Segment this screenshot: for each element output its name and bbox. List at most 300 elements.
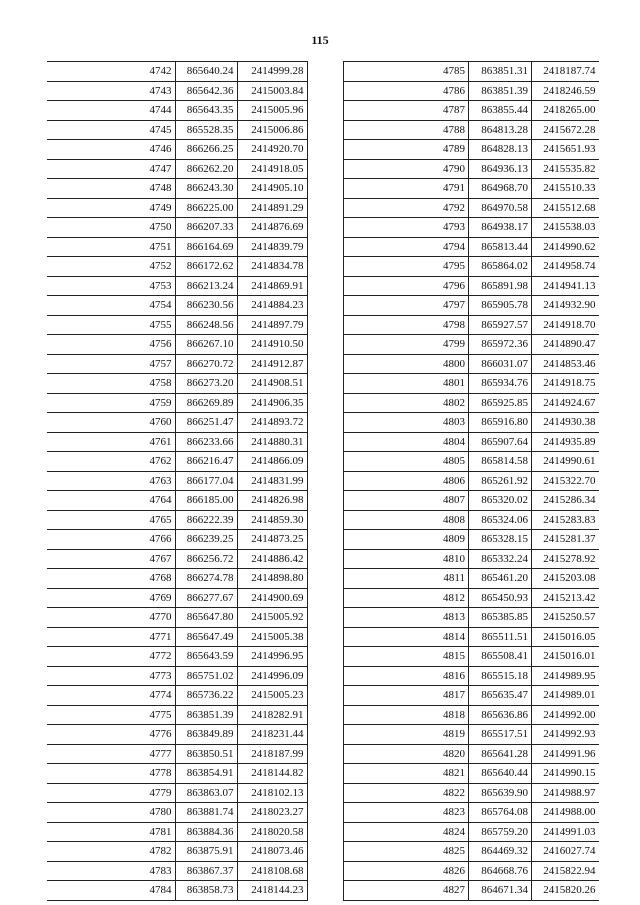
x-coordinate: 865641.28 — [469, 744, 532, 764]
coordinates-table-left — [47, 61, 308, 901]
x-coordinate: 863851.39 — [175, 705, 237, 725]
y-coordinate: 2415822.94 — [532, 861, 599, 881]
x-coordinate: 864668.76 — [469, 861, 532, 881]
y-coordinate: 2415016.05 — [532, 627, 599, 647]
point-number: 4757 — [47, 354, 175, 374]
point-number: 4813 — [344, 608, 469, 628]
point-number: 4780 — [47, 803, 175, 823]
point-number: 4806 — [344, 471, 469, 491]
x-coordinate: 865764.08 — [469, 803, 532, 823]
table-row — [47, 491, 307, 511]
point-number: 4751 — [47, 237, 175, 257]
point-number: 4753 — [47, 276, 175, 296]
y-coordinate: 2415213.42 — [532, 588, 599, 608]
x-coordinate: 865517.51 — [469, 725, 532, 745]
table-row — [47, 608, 307, 628]
y-coordinate: 2414906.35 — [237, 393, 307, 413]
table-row — [47, 120, 307, 140]
table-row — [344, 705, 599, 725]
x-coordinate: 865640.44 — [469, 764, 532, 784]
table-row — [344, 452, 599, 472]
x-coordinate: 865508.41 — [469, 647, 532, 667]
x-coordinate: 866172.62 — [175, 257, 237, 277]
y-coordinate: 2414990.15 — [532, 764, 599, 784]
y-coordinate: 2414990.62 — [532, 237, 599, 257]
y-coordinate: 2414992.00 — [532, 705, 599, 725]
point-number: 4815 — [344, 647, 469, 667]
point-number: 4818 — [344, 705, 469, 725]
x-coordinate: 866270.72 — [175, 354, 237, 374]
table-row — [47, 237, 307, 257]
y-coordinate: 2414826.98 — [237, 491, 307, 511]
x-coordinate: 865916.80 — [469, 413, 532, 433]
table-row — [344, 296, 599, 316]
x-coordinate: 863855.44 — [469, 101, 532, 121]
y-coordinate: 2418265.00 — [532, 101, 599, 121]
table-row — [47, 374, 307, 394]
x-coordinate: 863858.73 — [175, 881, 237, 901]
x-coordinate: 865328.15 — [469, 530, 532, 550]
table-row — [47, 315, 307, 335]
table-row — [344, 822, 599, 842]
y-coordinate: 2415005.23 — [237, 686, 307, 706]
y-coordinate: 2414853.46 — [532, 354, 599, 374]
table-row — [344, 354, 599, 374]
table-row — [47, 354, 307, 374]
y-coordinate: 2414890.47 — [532, 335, 599, 355]
y-coordinate: 2415005.38 — [237, 627, 307, 647]
point-number: 4758 — [47, 374, 175, 394]
x-coordinate: 865907.64 — [469, 432, 532, 452]
point-number: 4742 — [47, 62, 175, 82]
point-number: 4797 — [344, 296, 469, 316]
y-coordinate: 2415016.01 — [532, 647, 599, 667]
x-coordinate: 866243.30 — [175, 179, 237, 199]
x-coordinate: 865528.35 — [175, 120, 237, 140]
table-row — [344, 549, 599, 569]
point-number: 4755 — [47, 315, 175, 335]
point-number: 4820 — [344, 744, 469, 764]
y-coordinate: 2414932.90 — [532, 296, 599, 316]
x-coordinate: 865643.59 — [175, 647, 237, 667]
table-row — [47, 198, 307, 218]
table-row — [47, 218, 307, 238]
y-coordinate: 2414893.72 — [237, 413, 307, 433]
point-number: 4826 — [344, 861, 469, 881]
point-number: 4770 — [47, 608, 175, 628]
point-number: 4816 — [344, 666, 469, 686]
table-row — [47, 413, 307, 433]
x-coordinate: 866164.69 — [175, 237, 237, 257]
table-row — [47, 530, 307, 550]
x-coordinate: 865261.92 — [469, 471, 532, 491]
y-coordinate: 2414991.03 — [532, 822, 599, 842]
point-number: 4798 — [344, 315, 469, 335]
y-coordinate: 2415651.93 — [532, 140, 599, 160]
y-coordinate: 2415283.83 — [532, 510, 599, 530]
point-number: 4764 — [47, 491, 175, 511]
y-coordinate: 2414891.29 — [237, 198, 307, 218]
y-coordinate: 2414930.38 — [532, 413, 599, 433]
y-coordinate: 2415286.34 — [532, 491, 599, 511]
point-number: 4760 — [47, 413, 175, 433]
coordinates-table-right — [343, 61, 599, 901]
x-coordinate: 863881.74 — [175, 803, 237, 823]
y-coordinate: 2416027.74 — [532, 842, 599, 862]
x-coordinate: 863854.91 — [175, 764, 237, 784]
table-row — [344, 666, 599, 686]
x-coordinate: 865461.20 — [469, 569, 532, 589]
y-coordinate: 2414988.00 — [532, 803, 599, 823]
point-number: 4803 — [344, 413, 469, 433]
point-number: 4789 — [344, 140, 469, 160]
point-number: 4814 — [344, 627, 469, 647]
point-number: 4794 — [344, 237, 469, 257]
point-number: 4762 — [47, 452, 175, 472]
x-coordinate: 866248.56 — [175, 315, 237, 335]
x-coordinate: 865324.06 — [469, 510, 532, 530]
point-number: 4776 — [47, 725, 175, 745]
table-row — [344, 140, 599, 160]
table-row — [344, 471, 599, 491]
x-coordinate: 864936.13 — [469, 159, 532, 179]
table-row — [344, 627, 599, 647]
y-coordinate: 2414900.69 — [237, 588, 307, 608]
table-row — [344, 393, 599, 413]
point-number: 4786 — [344, 81, 469, 101]
point-number: 4759 — [47, 393, 175, 413]
point-number: 4777 — [47, 744, 175, 764]
table-row — [47, 452, 307, 472]
point-number: 4766 — [47, 530, 175, 550]
table-row — [47, 140, 307, 160]
table-row — [47, 744, 307, 764]
point-number: 4796 — [344, 276, 469, 296]
point-number: 4807 — [344, 491, 469, 511]
x-coordinate: 863851.39 — [469, 81, 532, 101]
table-row — [47, 822, 307, 842]
y-coordinate: 2418231.44 — [237, 725, 307, 745]
x-coordinate: 865813.44 — [469, 237, 532, 257]
x-coordinate: 863851.31 — [469, 62, 532, 82]
point-number: 4752 — [47, 257, 175, 277]
table-row — [47, 276, 307, 296]
y-coordinate: 2418187.74 — [532, 62, 599, 82]
x-coordinate: 864968.70 — [469, 179, 532, 199]
y-coordinate: 2414866.09 — [237, 452, 307, 472]
point-number: 4822 — [344, 783, 469, 803]
x-coordinate: 866207.33 — [175, 218, 237, 238]
point-number: 4745 — [47, 120, 175, 140]
point-number: 4754 — [47, 296, 175, 316]
y-coordinate: 2415322.70 — [532, 471, 599, 491]
table-row — [344, 276, 599, 296]
y-coordinate: 2415820.26 — [532, 881, 599, 901]
table-row — [344, 374, 599, 394]
table-row — [344, 764, 599, 784]
point-number: 4765 — [47, 510, 175, 530]
table-row — [344, 159, 599, 179]
y-coordinate: 2414918.05 — [237, 159, 307, 179]
y-coordinate: 2414935.89 — [532, 432, 599, 452]
table-row — [47, 842, 307, 862]
point-number: 4808 — [344, 510, 469, 530]
table-row — [344, 783, 599, 803]
y-coordinate: 2415203.08 — [532, 569, 599, 589]
y-coordinate: 2415250.57 — [532, 608, 599, 628]
point-number: 4763 — [47, 471, 175, 491]
table-row — [344, 237, 599, 257]
table-row — [344, 101, 599, 121]
y-coordinate: 2414910.50 — [237, 335, 307, 355]
point-number: 4825 — [344, 842, 469, 862]
x-coordinate: 863850.51 — [175, 744, 237, 764]
x-coordinate: 865736.22 — [175, 686, 237, 706]
table-row — [344, 588, 599, 608]
point-number: 4817 — [344, 686, 469, 706]
point-number: 4769 — [47, 588, 175, 608]
x-coordinate: 865332.24 — [469, 549, 532, 569]
table-row — [47, 335, 307, 355]
y-coordinate: 2414897.79 — [237, 315, 307, 335]
table-row — [344, 803, 599, 823]
y-coordinate: 2415672.28 — [532, 120, 599, 140]
y-coordinate: 2414839.79 — [237, 237, 307, 257]
point-number: 4793 — [344, 218, 469, 238]
x-coordinate: 866216.47 — [175, 452, 237, 472]
y-coordinate: 2418282.91 — [237, 705, 307, 725]
point-number: 4768 — [47, 569, 175, 589]
table-row — [344, 510, 599, 530]
y-coordinate: 2414898.80 — [237, 569, 307, 589]
point-number: 4767 — [47, 549, 175, 569]
point-number: 4747 — [47, 159, 175, 179]
x-coordinate: 865927.57 — [469, 315, 532, 335]
y-coordinate: 2415278.92 — [532, 549, 599, 569]
point-number: 4783 — [47, 861, 175, 881]
table-row — [47, 588, 307, 608]
y-coordinate: 2414912.87 — [237, 354, 307, 374]
point-number: 4779 — [47, 783, 175, 803]
table-row — [344, 315, 599, 335]
table-row — [47, 62, 307, 82]
y-coordinate: 2414869.91 — [237, 276, 307, 296]
x-coordinate: 866262.20 — [175, 159, 237, 179]
y-coordinate: 2414989.01 — [532, 686, 599, 706]
table-row — [47, 471, 307, 491]
x-coordinate: 865972.36 — [469, 335, 532, 355]
y-coordinate: 2418108.68 — [237, 861, 307, 881]
y-coordinate: 2414958.74 — [532, 257, 599, 277]
y-coordinate: 2415005.96 — [237, 101, 307, 121]
point-number: 4800 — [344, 354, 469, 374]
y-coordinate: 2414999.28 — [237, 62, 307, 82]
table-row — [47, 861, 307, 881]
x-coordinate: 866277.67 — [175, 588, 237, 608]
y-coordinate: 2415512.68 — [532, 198, 599, 218]
y-coordinate: 2415535.82 — [532, 159, 599, 179]
y-coordinate: 2414988.97 — [532, 783, 599, 803]
point-number: 4781 — [47, 822, 175, 842]
table-row — [47, 432, 307, 452]
point-number: 4790 — [344, 159, 469, 179]
table-row — [344, 257, 599, 277]
x-coordinate: 865320.02 — [469, 491, 532, 511]
x-coordinate: 866213.24 — [175, 276, 237, 296]
point-number: 4823 — [344, 803, 469, 823]
point-number: 4824 — [344, 822, 469, 842]
x-coordinate: 866185.00 — [175, 491, 237, 511]
table-row — [344, 335, 599, 355]
y-coordinate: 2415003.84 — [237, 81, 307, 101]
point-number: 4801 — [344, 374, 469, 394]
x-coordinate: 865511.51 — [469, 627, 532, 647]
table-row — [344, 491, 599, 511]
y-coordinate: 2414918.70 — [532, 315, 599, 335]
point-number: 4792 — [344, 198, 469, 218]
table-row — [344, 608, 599, 628]
x-coordinate: 865639.90 — [469, 783, 532, 803]
table-row — [344, 413, 599, 433]
table-row — [344, 198, 599, 218]
table-row — [47, 296, 307, 316]
x-coordinate: 866239.25 — [175, 530, 237, 550]
y-coordinate: 2414886.42 — [237, 549, 307, 569]
y-coordinate: 2414831.99 — [237, 471, 307, 491]
x-coordinate: 866274.78 — [175, 569, 237, 589]
y-coordinate: 2414859.30 — [237, 510, 307, 530]
x-coordinate: 863849.89 — [175, 725, 237, 745]
y-coordinate: 2414941.13 — [532, 276, 599, 296]
x-coordinate: 864469.32 — [469, 842, 532, 862]
x-coordinate: 865450.93 — [469, 588, 532, 608]
y-coordinate: 2418020.58 — [237, 822, 307, 842]
x-coordinate: 864671.34 — [469, 881, 532, 901]
x-coordinate: 866225.00 — [175, 198, 237, 218]
point-number: 4799 — [344, 335, 469, 355]
x-coordinate: 866031.07 — [469, 354, 532, 374]
table-row — [344, 842, 599, 862]
x-coordinate: 865905.78 — [469, 296, 532, 316]
y-coordinate: 2414991.96 — [532, 744, 599, 764]
table-row — [47, 81, 307, 101]
x-coordinate: 866177.04 — [175, 471, 237, 491]
point-number: 4787 — [344, 101, 469, 121]
table-row — [344, 881, 599, 901]
point-number: 4761 — [47, 432, 175, 452]
x-coordinate: 866266.25 — [175, 140, 237, 160]
point-number: 4775 — [47, 705, 175, 725]
y-coordinate: 2415005.92 — [237, 608, 307, 628]
point-number: 4773 — [47, 666, 175, 686]
x-coordinate: 864938.17 — [469, 218, 532, 238]
x-coordinate: 866233.66 — [175, 432, 237, 452]
x-coordinate: 865864.02 — [469, 257, 532, 277]
table-row — [344, 81, 599, 101]
point-number: 4810 — [344, 549, 469, 569]
table-row — [344, 218, 599, 238]
x-coordinate: 863884.36 — [175, 822, 237, 842]
point-number: 4809 — [344, 530, 469, 550]
x-coordinate: 866269.89 — [175, 393, 237, 413]
y-coordinate: 2415006.86 — [237, 120, 307, 140]
table-row — [344, 569, 599, 589]
x-coordinate: 865647.80 — [175, 608, 237, 628]
point-number: 4782 — [47, 842, 175, 862]
point-number: 4788 — [344, 120, 469, 140]
x-coordinate: 865925.85 — [469, 393, 532, 413]
point-number: 4771 — [47, 627, 175, 647]
table-row — [47, 647, 307, 667]
y-coordinate: 2414989.95 — [532, 666, 599, 686]
table-row — [344, 861, 599, 881]
table-row — [47, 159, 307, 179]
point-number: 4802 — [344, 393, 469, 413]
table-row — [344, 530, 599, 550]
y-coordinate: 2414880.31 — [237, 432, 307, 452]
table-row — [47, 725, 307, 745]
table-row — [344, 120, 599, 140]
x-coordinate: 865636.86 — [469, 705, 532, 725]
x-coordinate: 863863.07 — [175, 783, 237, 803]
table-row — [47, 705, 307, 725]
y-coordinate: 2418144.23 — [237, 881, 307, 901]
point-number: 4795 — [344, 257, 469, 277]
table-row — [47, 764, 307, 784]
table-row — [344, 179, 599, 199]
y-coordinate: 2414834.78 — [237, 257, 307, 277]
y-coordinate: 2414876.69 — [237, 218, 307, 238]
table-row — [344, 62, 599, 82]
point-number: 4791 — [344, 179, 469, 199]
x-coordinate: 863875.91 — [175, 842, 237, 862]
table-row — [47, 569, 307, 589]
y-coordinate: 2414924.67 — [532, 393, 599, 413]
x-coordinate: 865759.20 — [469, 822, 532, 842]
point-number: 4743 — [47, 81, 175, 101]
point-number: 4804 — [344, 432, 469, 452]
y-coordinate: 2414920.70 — [237, 140, 307, 160]
point-number: 4785 — [344, 62, 469, 82]
table-row — [47, 257, 307, 277]
table-row — [47, 101, 307, 121]
x-coordinate: 865635.47 — [469, 686, 532, 706]
table-row — [344, 432, 599, 452]
table-row — [344, 647, 599, 667]
y-coordinate: 2414884.23 — [237, 296, 307, 316]
x-coordinate: 864970.58 — [469, 198, 532, 218]
y-coordinate: 2418073.46 — [237, 842, 307, 862]
y-coordinate: 2418023.27 — [237, 803, 307, 823]
point-number: 4748 — [47, 179, 175, 199]
table-row — [47, 627, 307, 647]
y-coordinate: 2418102.13 — [237, 783, 307, 803]
y-coordinate: 2414990.61 — [532, 452, 599, 472]
point-number: 4756 — [47, 335, 175, 355]
x-coordinate: 864828.13 — [469, 140, 532, 160]
point-number: 4749 — [47, 198, 175, 218]
x-coordinate: 865640.24 — [175, 62, 237, 82]
x-coordinate: 863867.37 — [175, 861, 237, 881]
point-number: 4811 — [344, 569, 469, 589]
y-coordinate: 2414996.09 — [237, 666, 307, 686]
point-number: 4772 — [47, 647, 175, 667]
x-coordinate: 866256.72 — [175, 549, 237, 569]
point-number: 4744 — [47, 101, 175, 121]
y-coordinate: 2418246.59 — [532, 81, 599, 101]
x-coordinate: 865647.49 — [175, 627, 237, 647]
table-row — [47, 881, 307, 901]
